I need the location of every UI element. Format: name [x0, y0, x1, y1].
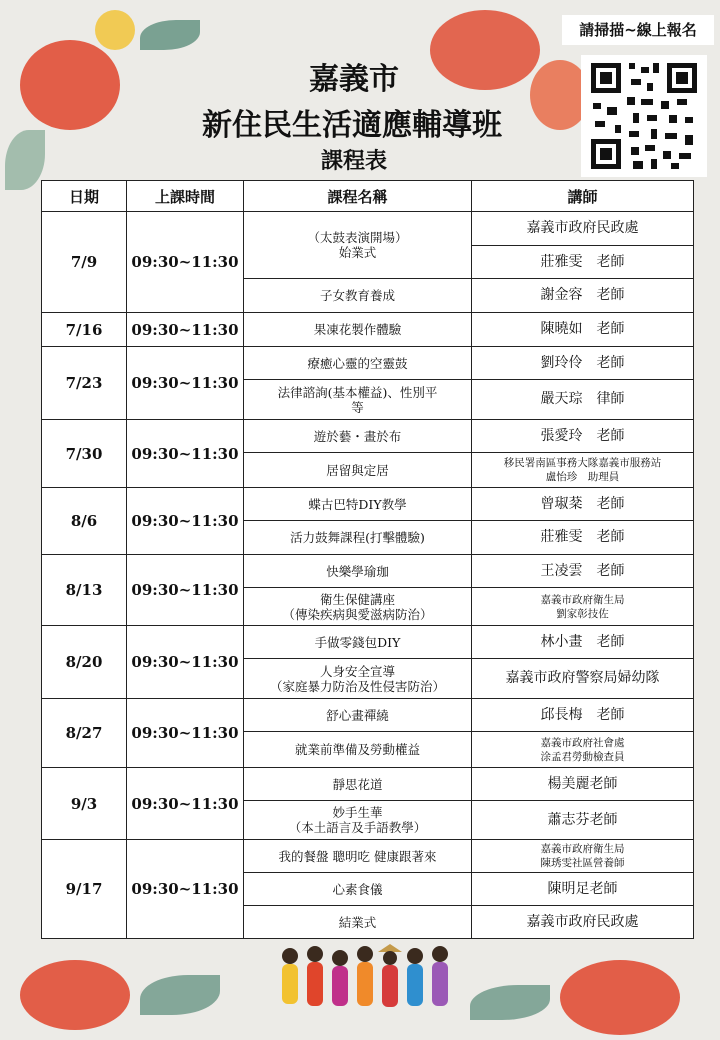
date-cell: 7/9: [42, 212, 127, 313]
table-row: [42, 555, 694, 588]
teacher-cell: 陳曉如 老師: [472, 313, 694, 347]
date-cell: 7/23: [42, 347, 127, 420]
course-cell: 妙手生華 （本土語言及手語教學）: [244, 801, 472, 840]
course-cell: 靜思花道: [244, 768, 472, 801]
table-row: [42, 420, 694, 453]
flower-decoration: [95, 10, 135, 50]
date-cell: 9/3: [42, 768, 127, 840]
leaf-decoration: [140, 20, 200, 50]
teacher-cell: 嘉義市政府警察局婦幼隊: [472, 659, 694, 699]
course-cell: 療癒心靈的空靈鼓: [244, 347, 472, 380]
course-cell: （太鼓表演開場） 始業式: [244, 212, 472, 279]
course-cell: 手做零錢包DIY: [244, 626, 472, 659]
teacher-cell: 嘉義市政府民政處: [472, 906, 694, 939]
teacher-cell: 嘉義市政府社會處 涂孟君勞動檢查員: [472, 732, 694, 768]
date-cell: 7/16: [42, 313, 127, 347]
flower-decoration: [20, 960, 130, 1030]
column-header-date: 日期: [42, 181, 127, 212]
date-cell: 8/6: [42, 488, 127, 555]
time-cell: 09:30~11:30: [127, 699, 244, 768]
course-cell: 心素食儀: [244, 873, 472, 906]
course-cell: 衛生保健講座 （傳染疾病與愛滋病防治）: [244, 588, 472, 626]
table-row: [42, 212, 694, 246]
table-row: [42, 313, 694, 347]
leaf-decoration: [140, 975, 220, 1015]
course-cell: 就業前準備及勞動權益: [244, 732, 472, 768]
teacher-cell: 嘉義市政府民政處: [472, 212, 694, 246]
teacher-cell: 蕭志芬老師: [472, 801, 694, 840]
course-cell: 遊於藝・畫於布: [244, 420, 472, 453]
date-cell: 9/17: [42, 840, 127, 939]
course-cell: 蝶古巴特DIY教學: [244, 488, 472, 521]
table-row: [42, 488, 694, 521]
table-row: [42, 768, 694, 801]
table-row: [42, 626, 694, 659]
table-row: [42, 699, 694, 732]
date-cell: 8/13: [42, 555, 127, 626]
course-cell: 快樂學瑜珈: [244, 555, 472, 588]
column-header-course: 課程名稱: [244, 181, 472, 212]
column-header-teacher: 講師: [472, 181, 694, 212]
time-cell: 09:30~11:30: [127, 347, 244, 420]
course-cell: 活力鼓舞課程(打擊體驗): [244, 521, 472, 555]
date-cell: 7/30: [42, 420, 127, 488]
page-subtitle-schedule: 課程表: [320, 149, 387, 174]
course-cell: 子女教育養成: [244, 279, 472, 313]
date-cell: 8/20: [42, 626, 127, 699]
course-cell: 人身安全宣導 （家庭暴力防治及性侵害防治）: [244, 659, 472, 699]
teacher-cell: 林小畫 老師: [472, 626, 694, 659]
course-cell: 居留與定居: [244, 453, 472, 488]
teacher-cell: 移民署南區事務大隊嘉義市服務站 盧怡珍 助理員: [472, 453, 694, 488]
teacher-cell: 張愛玲 老師: [472, 420, 694, 453]
page-title-program: 新住民生活適應輔導班: [202, 108, 502, 143]
teacher-cell: 劉玲伶 老師: [472, 347, 694, 380]
teacher-cell: 莊雅雯 老師: [472, 521, 694, 555]
teacher-cell: 曾琡棻 老師: [472, 488, 694, 521]
scan-to-register-label: 請掃描~線上報名: [562, 15, 714, 45]
course-cell: 果凍花製作體驗: [244, 313, 472, 347]
teacher-cell: 嘉義市政府衛生局 陳琇雯社區營養師: [472, 840, 694, 873]
time-cell: 09:30~11:30: [127, 212, 244, 313]
women-illustration: [270, 942, 470, 1014]
time-cell: 09:30~11:30: [127, 555, 244, 626]
teacher-cell: 謝金容 老師: [472, 279, 694, 313]
table-row: [42, 840, 694, 873]
time-cell: 09:30~11:30: [127, 768, 244, 840]
teacher-cell: 莊雅雯 老師: [472, 246, 694, 279]
time-cell: 09:30~11:30: [127, 626, 244, 699]
table-header-row: [42, 181, 694, 212]
time-cell: 09:30~11:30: [127, 840, 244, 939]
teacher-cell: 楊美麗老師: [472, 768, 694, 801]
course-cell: 舒心畫禪繞: [244, 699, 472, 732]
table-row: [42, 347, 694, 380]
leaf-decoration: [470, 985, 550, 1020]
page-title-city: 嘉義市: [309, 62, 399, 97]
column-header-time: 上課時間: [127, 181, 244, 212]
teacher-cell: 嘉義市政府衛生局 劉家彰技佐: [472, 588, 694, 626]
teacher-cell: 陳明足老師: [472, 873, 694, 906]
teacher-cell: 邱長梅 老師: [472, 699, 694, 732]
time-cell: 09:30~11:30: [127, 420, 244, 488]
time-cell: 09:30~11:30: [127, 313, 244, 347]
schedule-table: [41, 180, 694, 939]
flower-decoration: [560, 960, 680, 1035]
course-cell: 結業式: [244, 906, 472, 939]
time-cell: 09:30~11:30: [127, 488, 244, 555]
course-cell: 法律諮詢(基本權益)、性別平 等: [244, 380, 472, 420]
date-cell: 8/27: [42, 699, 127, 768]
teacher-cell: 嚴天琮 律師: [472, 380, 694, 420]
teacher-cell: 王凌雲 老師: [472, 555, 694, 588]
course-cell: 我的餐盤 聰明吃 健康跟著來: [244, 840, 472, 873]
